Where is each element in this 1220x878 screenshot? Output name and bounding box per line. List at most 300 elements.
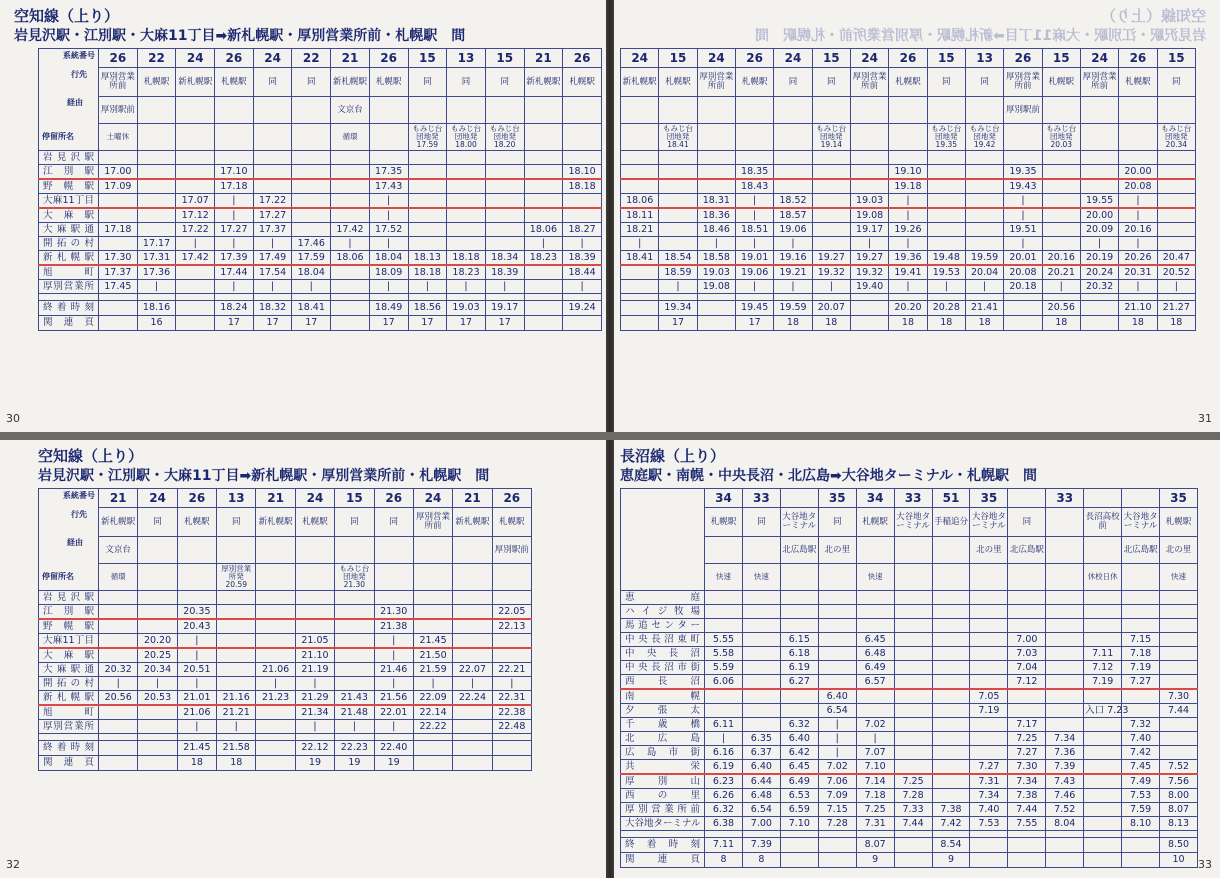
table-row	[39, 634, 532, 649]
column-code: 26	[99, 49, 138, 68]
time-cell: 6.53	[780, 789, 818, 803]
time-cell: 19.32	[812, 265, 850, 280]
time-cell	[138, 705, 177, 720]
column-code: 15	[812, 49, 850, 68]
column-note	[369, 124, 408, 151]
time-cell: 20.04	[965, 265, 1003, 280]
arrival-row-cell	[524, 301, 563, 316]
ref-row-cell	[331, 316, 370, 331]
time-cell: 19.17	[850, 223, 888, 237]
time-cell: 18.51	[735, 223, 773, 237]
column-via	[485, 97, 524, 124]
time-cell	[99, 705, 138, 720]
time-cell	[1046, 718, 1084, 732]
time-cell: 20.43	[177, 619, 216, 634]
line-title: 空知線（上り）	[14, 7, 120, 25]
header-label-code: 系統番号	[63, 51, 95, 60]
arrival-row-label: 終着時刻	[621, 838, 705, 853]
column-note: 循環	[331, 124, 370, 151]
stop-name: 大麻駅通	[39, 663, 99, 677]
time-cell: 6.45	[856, 633, 894, 647]
time-cell	[292, 194, 331, 209]
time-cell	[524, 165, 563, 180]
column-code: 26	[735, 49, 773, 68]
time-cell: |	[705, 732, 743, 746]
ref-row-cell	[413, 756, 452, 771]
column-code: 24	[774, 49, 812, 68]
column-via: 厚別駅前	[1004, 97, 1042, 124]
time-cell: |	[850, 237, 888, 251]
ref-row-cell	[138, 756, 177, 771]
arrival-row-cell	[1004, 301, 1042, 316]
time-cell	[1157, 151, 1195, 165]
column-code: 15	[1157, 49, 1195, 68]
page-number: 31	[1198, 412, 1212, 425]
time-cell	[932, 661, 970, 675]
stop-name: 中央長沼市街	[621, 661, 705, 675]
column-dest: 同	[927, 68, 965, 97]
time-cell	[1084, 605, 1122, 619]
time-cell	[780, 605, 818, 619]
column-via	[889, 97, 927, 124]
ref-row-cell: 18	[965, 316, 1003, 331]
arrival-row-cell: 7.11	[705, 838, 743, 853]
stop-name: 中央長沼東町	[621, 633, 705, 647]
time-cell	[335, 648, 374, 663]
time-cell: 6.18	[780, 647, 818, 661]
time-cell: |	[177, 720, 216, 734]
time-cell: 7.11	[1084, 647, 1122, 661]
time-cell	[705, 591, 743, 605]
time-cell	[447, 223, 486, 237]
ref-row-cell: 19	[335, 756, 374, 771]
time-cell: 17.10	[215, 165, 254, 180]
time-cell: 22.09	[413, 691, 452, 706]
time-cell: |	[217, 720, 256, 734]
column-dest: 大谷地ターミナル	[894, 508, 932, 537]
time-cell	[932, 605, 970, 619]
time-cell: 19.21	[774, 265, 812, 280]
column-dest: 札幌駅	[705, 508, 743, 537]
time-cell: |	[774, 237, 812, 251]
stop-name: 旭町	[39, 265, 99, 280]
time-cell	[99, 720, 138, 734]
time-cell: 7.19	[1084, 675, 1122, 690]
time-cell: 7.15	[818, 803, 856, 817]
ref-row-cell: 18	[1157, 316, 1195, 331]
column-dest: 同	[485, 68, 524, 97]
time-cell	[1084, 803, 1122, 817]
column-dest: 同	[253, 68, 292, 97]
time-cell: 20.25	[138, 648, 177, 663]
time-cell	[256, 648, 295, 663]
time-cell	[99, 648, 138, 663]
time-cell	[137, 208, 176, 223]
time-cell: 18.04	[369, 251, 408, 266]
header-corner	[39, 489, 99, 591]
time-cell	[932, 760, 970, 775]
column-note	[215, 124, 254, 151]
time-cell	[369, 151, 408, 165]
time-cell	[965, 208, 1003, 223]
column-via	[177, 537, 216, 564]
ref-row-cell	[621, 316, 659, 331]
column-via	[563, 97, 602, 124]
time-cell: 6.57	[856, 675, 894, 690]
column-dest: 新札幌駅	[99, 508, 138, 537]
time-cell	[1042, 237, 1080, 251]
column-dest: 札幌駅	[215, 68, 254, 97]
route-title: 岩見沢駅・江別駅・大麻11丁目➡新札幌駅・厚別営業所前・札幌駅 間	[38, 468, 490, 484]
time-cell	[621, 165, 659, 180]
time-cell	[894, 661, 932, 675]
time-cell	[453, 634, 492, 649]
arrival-row-cell: 19.34	[659, 301, 697, 316]
column-via	[138, 537, 177, 564]
time-cell: |	[965, 280, 1003, 294]
column-dest: 札幌駅	[177, 508, 216, 537]
arrival-row-cell: 18.49	[369, 301, 408, 316]
ref-row-cell: 17	[253, 316, 292, 331]
arrival-row-cell: 21.10	[1119, 301, 1157, 316]
time-cell	[889, 151, 927, 165]
time-cell	[1160, 732, 1198, 746]
time-cell	[932, 718, 970, 732]
page-number: 32	[6, 858, 20, 871]
column-via	[856, 537, 894, 564]
time-cell	[742, 718, 780, 732]
column-note: 土曜休	[99, 124, 138, 151]
time-cell	[176, 280, 215, 294]
column-dest: 手稲追分	[932, 508, 970, 537]
time-cell: |	[215, 194, 254, 209]
time-cell	[1042, 194, 1080, 209]
stop-name: 厚別山	[621, 774, 705, 789]
arrival-row-cell: 19.24	[563, 301, 602, 316]
time-cell	[492, 648, 531, 663]
time-cell	[970, 675, 1008, 690]
arrival-row-cell	[894, 838, 932, 853]
time-cell: 19.36	[889, 251, 927, 266]
time-cell	[1160, 675, 1198, 690]
column-note: もみじ台団地発 19.35	[927, 124, 965, 151]
arrival-row-cell	[256, 741, 295, 756]
time-cell	[256, 605, 295, 620]
column-via: 厚別駅前	[492, 537, 531, 564]
time-cell	[453, 648, 492, 663]
time-cell: 8.00	[1160, 789, 1198, 803]
column-dest: 新札幌駅	[176, 68, 215, 97]
time-cell: 20.01	[1004, 251, 1042, 266]
time-cell: |	[177, 677, 216, 691]
time-cell: 7.15	[1122, 633, 1160, 647]
time-cell	[1046, 689, 1084, 704]
time-cell	[1042, 165, 1080, 180]
ref-row-cell: 18	[774, 316, 812, 331]
column-code: 26	[492, 489, 531, 508]
time-cell	[818, 633, 856, 647]
time-cell: 7.40	[1122, 732, 1160, 746]
time-cell	[812, 194, 850, 209]
column-via: 北広島駅	[780, 537, 818, 564]
page-32	[0, 440, 606, 878]
time-cell: 7.02	[856, 718, 894, 732]
time-cell	[176, 151, 215, 165]
time-cell	[408, 223, 447, 237]
table-row	[39, 705, 532, 720]
column-dest: 札幌駅	[1119, 68, 1157, 97]
time-cell	[1160, 633, 1198, 647]
arrival-row-cell: 20.56	[1042, 301, 1080, 316]
column-dest: 厚別営業所前	[850, 68, 888, 97]
header-row-via	[39, 97, 602, 124]
column-dest: 札幌駅	[735, 68, 773, 97]
table-row	[621, 591, 1198, 605]
time-cell	[413, 605, 452, 620]
time-cell: 19.27	[850, 251, 888, 266]
stop-name: 岩見沢駅	[39, 151, 99, 165]
time-cell	[927, 151, 965, 165]
time-cell: 22.21	[492, 663, 531, 677]
time-cell	[927, 223, 965, 237]
time-cell: 6.42	[780, 746, 818, 760]
time-cell: 7.07	[856, 746, 894, 760]
time-cell	[927, 194, 965, 209]
column-code: 35	[818, 489, 856, 508]
column-code: 26	[1004, 49, 1042, 68]
arrival-row	[39, 741, 532, 756]
column-code: 34	[856, 489, 894, 508]
column-via: 北の里	[1160, 537, 1198, 564]
time-cell	[1008, 591, 1046, 605]
column-via	[292, 97, 331, 124]
time-cell	[932, 704, 970, 718]
time-cell	[780, 689, 818, 704]
time-cell	[331, 194, 370, 209]
time-cell	[894, 760, 932, 775]
time-cell: 7.30	[1008, 760, 1046, 775]
time-cell	[1084, 732, 1122, 746]
time-cell	[965, 179, 1003, 194]
time-cell	[1008, 605, 1046, 619]
time-cell	[335, 634, 374, 649]
table-row	[39, 619, 532, 634]
column-via	[742, 537, 780, 564]
time-cell: 7.38	[1008, 789, 1046, 803]
arrival-row-cell	[1008, 838, 1046, 853]
time-cell: 17.42	[176, 251, 215, 266]
time-cell	[335, 663, 374, 677]
column-via: 文京台	[331, 97, 370, 124]
time-cell: 19.55	[1080, 194, 1118, 209]
stop-name: 共栄	[621, 760, 705, 775]
time-cell	[970, 605, 1008, 619]
time-cell: 20.52	[1157, 265, 1195, 280]
time-cell: 20.47	[1157, 251, 1195, 266]
arrival-row-cell	[176, 301, 215, 316]
time-cell: 7.53	[1122, 789, 1160, 803]
time-cell: 18.39	[485, 265, 524, 280]
time-cell	[780, 591, 818, 605]
time-cell	[1084, 718, 1122, 732]
time-cell: |	[374, 677, 413, 691]
time-cell	[894, 746, 932, 760]
ref-row-label: 関連頁	[621, 853, 705, 868]
time-cell: 21.19	[295, 663, 334, 677]
time-cell: 7.12	[1008, 675, 1046, 690]
table-row	[39, 720, 532, 734]
time-cell: |	[295, 677, 334, 691]
column-code: 15	[1042, 49, 1080, 68]
header-row-via	[621, 537, 1198, 564]
ref-row-cell: 18	[177, 756, 216, 771]
column-note	[524, 124, 563, 151]
time-cell	[927, 208, 965, 223]
time-cell: 20.20	[138, 634, 177, 649]
time-cell	[138, 605, 177, 620]
header-label-stop: 停留所名	[42, 572, 74, 581]
column-note	[932, 564, 970, 591]
table-row	[39, 194, 602, 209]
time-cell: |	[818, 746, 856, 760]
column-dest	[1046, 508, 1084, 537]
time-cell: |	[138, 677, 177, 691]
column-note	[1008, 564, 1046, 591]
time-cell: 20.00	[1080, 208, 1118, 223]
time-cell: 5.55	[705, 633, 743, 647]
time-cell: |	[697, 237, 735, 251]
table-row	[39, 677, 532, 691]
time-cell	[256, 720, 295, 734]
time-cell: 19.08	[850, 208, 888, 223]
time-cell: 7.38	[932, 803, 970, 817]
column-note	[137, 124, 176, 151]
time-cell: 6.35	[742, 732, 780, 746]
time-cell: 7.28	[818, 817, 856, 831]
time-cell	[447, 151, 486, 165]
time-cell	[292, 223, 331, 237]
time-cell: 7.00	[742, 817, 780, 831]
time-cell	[1160, 619, 1198, 633]
column-dest: 厚別営業所前	[99, 68, 138, 97]
time-cell	[970, 661, 1008, 675]
time-cell: |	[492, 677, 531, 691]
time-cell: 19.18	[889, 179, 927, 194]
time-cell: 6.40	[780, 732, 818, 746]
time-cell: 17.37	[99, 265, 138, 280]
time-cell	[1008, 619, 1046, 633]
time-cell: 5.59	[705, 661, 743, 675]
table-row	[621, 789, 1198, 803]
stop-name: ハイジ牧場	[621, 605, 705, 619]
time-cell: 21.38	[374, 619, 413, 634]
ref-row-cell: 18	[1119, 316, 1157, 331]
time-cell: 20.00	[1119, 165, 1157, 180]
time-cell	[292, 165, 331, 180]
time-cell: |	[253, 280, 292, 294]
time-cell: 7.44	[1160, 704, 1198, 718]
time-cell: 6.19	[780, 661, 818, 675]
time-cell: |	[137, 280, 176, 294]
time-cell: 7.10	[780, 817, 818, 831]
time-cell: |	[295, 720, 334, 734]
column-note	[453, 564, 492, 591]
arrival-row-cell	[453, 741, 492, 756]
time-cell	[932, 689, 970, 704]
time-cell	[524, 194, 563, 209]
column-via	[176, 97, 215, 124]
ref-row-cell: 18	[889, 316, 927, 331]
time-cell: |	[447, 280, 486, 294]
time-cell: 22.38	[492, 705, 531, 720]
ref-row-cell: 17	[215, 316, 254, 331]
ref-row-cell: 18	[1042, 316, 1080, 331]
time-cell	[812, 165, 850, 180]
column-dest: 同	[138, 508, 177, 537]
table-row	[621, 647, 1198, 661]
column-code: 21	[99, 489, 138, 508]
time-cell: 7.30	[1160, 689, 1198, 704]
time-cell	[492, 634, 531, 649]
time-cell: 19.03	[697, 265, 735, 280]
time-cell: 17.07	[176, 194, 215, 209]
stop-name: 大麻駅通	[39, 223, 99, 237]
time-cell: 18.58	[697, 251, 735, 266]
table-row	[621, 208, 1196, 223]
time-cell	[697, 165, 735, 180]
time-cell: 6.38	[705, 817, 743, 831]
time-cell: 18.23	[524, 251, 563, 266]
column-code: 26	[889, 49, 927, 68]
time-cell: 21.48	[335, 705, 374, 720]
column-code: 35	[970, 489, 1008, 508]
ref-row-label: 関連頁	[39, 316, 99, 331]
time-cell	[818, 661, 856, 675]
column-note	[295, 564, 334, 591]
time-cell: 6.16	[705, 746, 743, 760]
time-cell	[1160, 591, 1198, 605]
time-cell: 19.32	[850, 265, 888, 280]
column-code: 24	[413, 489, 452, 508]
ref-row-cell: 8	[705, 853, 743, 868]
column-dest: 札幌駅	[137, 68, 176, 97]
time-cell: |	[335, 720, 374, 734]
time-cell: 20.51	[177, 663, 216, 677]
time-cell: |	[563, 237, 602, 251]
column-via	[965, 97, 1003, 124]
column-dest: 同	[217, 508, 256, 537]
column-note: 休校日休	[1084, 564, 1122, 591]
time-cell	[524, 151, 563, 165]
time-cell	[856, 591, 894, 605]
page-number: 33	[1198, 858, 1212, 871]
time-cell	[335, 677, 374, 691]
time-cell	[99, 634, 138, 649]
time-cell: 21.06	[256, 663, 295, 677]
ref-row-cell	[563, 316, 602, 331]
time-cell	[1080, 151, 1118, 165]
time-cell	[1084, 760, 1122, 775]
arrival-row-cell	[850, 301, 888, 316]
line-title: 長沼線（上り）	[620, 447, 726, 465]
column-note	[889, 124, 927, 151]
time-cell: 18.54	[659, 251, 697, 266]
stop-name: 大麻駅	[39, 648, 99, 663]
time-cell	[894, 689, 932, 704]
time-cell	[812, 223, 850, 237]
table-row	[39, 237, 602, 251]
page-33	[614, 440, 1220, 878]
